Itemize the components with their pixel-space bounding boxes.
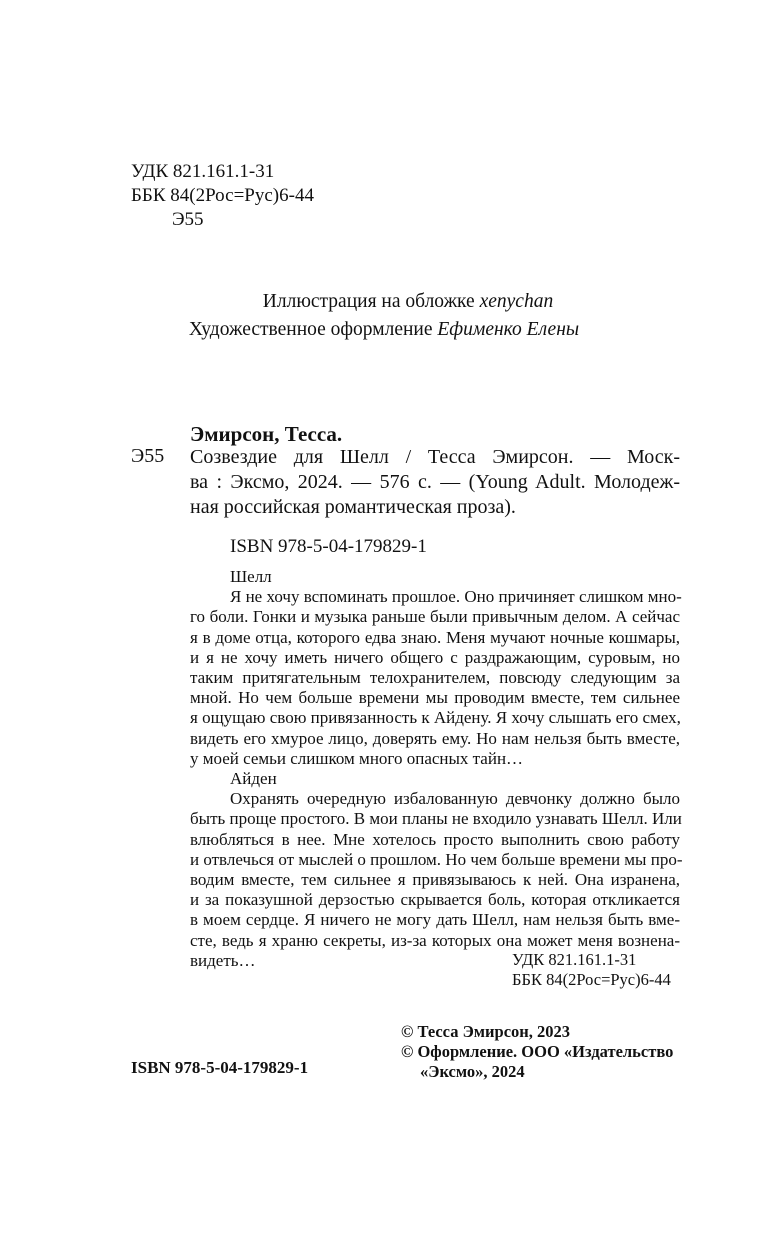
- annotation-line: таким притягательным телохранителем, повсюду следующим за: [190, 668, 680, 688]
- annotation-line: видеть…: [190, 950, 256, 970]
- annotation-line: в моем сердце. Я ничего не могу дать Шелл, нам нельзя быть вме-: [190, 910, 680, 930]
- isbn-bottom: ISBN 978-5-04-179829-1: [131, 1058, 309, 1077]
- design-credit: Художественное оформление Ефименко Елены: [188, 319, 580, 340]
- annotation-line: мной. Но чем больше времени мы проводим вместе, тем сильнее: [190, 688, 680, 708]
- annotation-line: видеть его хмурое лицо, доверять ему. Но нам нельзя быть вместе,: [190, 728, 680, 748]
- annotation-line: го боли. Гонки и музыка раньше были привычным делом. А сейчас: [190, 607, 680, 627]
- annotation-line: Я не хочу вспоминать прошлое. Оно причиняет слишком мно-: [230, 587, 682, 607]
- udk-code: УДК 821.161.1-31: [131, 161, 275, 182]
- annotation-line: влюбляться в нее. Мне хотелось просто выполнить свою работу: [190, 829, 680, 849]
- bibliographic-description: [190, 445, 680, 520]
- bbk-code: ББК 84(2Рос=Рус)6-44: [131, 185, 314, 206]
- author-mark: Э55: [172, 209, 204, 230]
- annotation-line: сте, ведь я храню секреты, из-за которых она может меня вознена-: [190, 930, 680, 950]
- annotation-line: водим вместе, тем сильнее я привязываюсь к ней. Она изранена,: [190, 870, 680, 890]
- credits: [0, 288, 768, 344]
- annotation-line: я в доме отца, которого едва знаю. Меня мучают ночные кошмары,: [190, 627, 680, 647]
- bib-line: ва : Эксмо, 2024. — 576 с. — (Young Adult. Молодеж-: [190, 471, 680, 493]
- annotation-line: я ощущаю свою привязанность к Айдену. Я хочу слышать его смех,: [190, 708, 681, 728]
- udk-block-small: [512, 950, 671, 990]
- bib-line: ная российская романтическая проза).: [190, 496, 516, 518]
- bib-line: Созвездие для Шелл / Тесса Эмирсон. — Моск-: [190, 446, 680, 468]
- annotation-line: и за показушной дерзостью скрывается боль, которая откликается: [190, 890, 680, 910]
- copyright-block: [401, 1022, 673, 1082]
- annotation-line: Охранять очередную избалованную девчонку должно было: [230, 789, 680, 809]
- copyright-author: © Тесса Эмирсон, 2023: [401, 1022, 571, 1041]
- annotation-label-shell: Шелл: [230, 567, 272, 586]
- annotation: [190, 567, 683, 971]
- author-heading: Эмирсон, Тесса.: [190, 422, 343, 446]
- udk-code-small: УДК 821.161.1-31: [512, 950, 637, 969]
- copyright-design-cont: «Эксмо», 2024: [420, 1062, 525, 1081]
- udk-block: [131, 160, 314, 232]
- illustration-credit: Иллюстрация на обложке xenychan: [262, 291, 554, 312]
- annotation-line: у моей семьи слишком много опасных тайн…: [190, 748, 524, 768]
- annotation-label-aiden: Айден: [230, 769, 277, 789]
- isbn: ISBN 978-5-04-179829-1: [230, 536, 427, 557]
- annotation-line: и я не хочу иметь ничего общего с раздражающим, суровым, но: [190, 647, 680, 667]
- annotation-line: и отвлечься от мыслей о прошлом. Но чем больше времени мы про-: [190, 849, 683, 869]
- author-code: Э55: [131, 445, 165, 467]
- designer-name: Ефименко Елены: [437, 319, 580, 340]
- copyright-design: © Оформление. ООО «Издательство: [401, 1042, 674, 1061]
- annotation-line: быть проще простого. В мои планы не входило узнавать Шелл. Или: [190, 809, 682, 829]
- bbk-code-small: ББК 84(2Рос=Рус)6-44: [512, 970, 671, 989]
- illustrator-name: xenychan: [479, 291, 554, 312]
